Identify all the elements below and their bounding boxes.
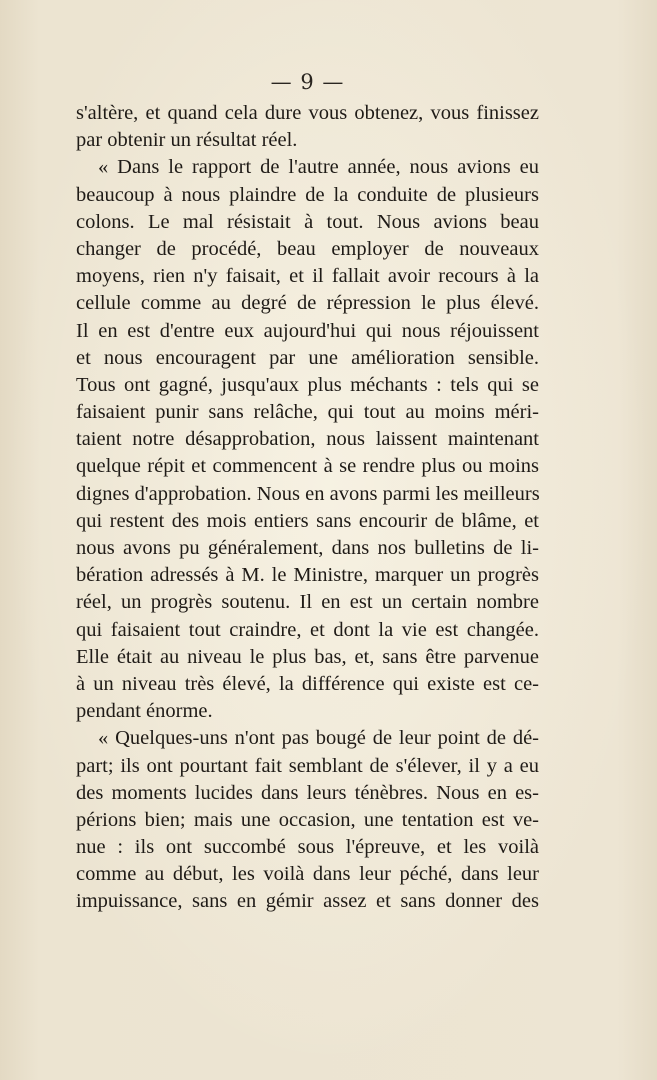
text-line: des moments lucides dans leurs ténèbres. Nous en es- <box>76 781 539 804</box>
text-line: et nous encouragent par une amélioration sensible. <box>76 346 539 369</box>
text-line: taient notre désapprobation, nous laissent maintenant <box>76 428 539 451</box>
text-line: Il en est d'entre eux aujourd'hui qui nous réjouissent <box>76 319 539 342</box>
text-line: pendant énorme. <box>76 700 213 723</box>
text-line: périons bien; mais une occasion, une tentation est ve- <box>76 808 539 831</box>
text-line: s'altère, et quand cela dure vous obtenez, vous finissez <box>76 102 539 124</box>
text-line: nous avons pu généralement, dans nos bulletins de li- <box>76 537 539 559</box>
text-line: à un niveau très élevé, la différence qui existe est ce- <box>76 672 539 695</box>
text-line: changer de procédé, beau employer de nouveaux <box>76 237 539 260</box>
text-line: qui restent des mois entiers sans encourir de blâme, et <box>76 509 539 532</box>
text-line: cellule comme au degré de répression le plus élevé. <box>76 292 539 315</box>
text-line: colons. Le mal résistait à tout. Nous avions beau <box>76 210 539 233</box>
text-line: moyens, rien n'y faisait, et il fallait avoir recours à la <box>76 265 539 288</box>
body-text <box>76 100 539 916</box>
text-line: dignes d'approbation. Nous en avons parmi les meilleurs <box>76 482 540 505</box>
text-line: réel, un progrès soutenu. Il en est un certain nombre <box>76 591 539 614</box>
text-line: « Dans le rapport de l'autre année, nous avions eu <box>98 156 539 179</box>
text-line: part; ils ont pourtant fait semblant de s'élever, il y a eu <box>76 754 539 777</box>
text-line: faisaient punir sans relâche, qui tout au moins méri- <box>76 401 539 424</box>
text-line: bération adressés à M. le Ministre, marquer un progrès <box>76 564 539 587</box>
text-line: impuissance, sans en gémir assez et sans donner des <box>76 890 539 913</box>
text-line: Elle était au niveau le plus bas, et, sans être parvenue <box>76 645 539 668</box>
text-line: beaucoup à nous plaindre de la conduite de plusieurs <box>76 183 539 206</box>
text-line: quelque répit et commencent à se rendre plus ou moins <box>76 455 539 478</box>
text-line: qui faisaient tout craindre, et dont la vie est changée. <box>76 618 539 641</box>
text-line: par obtenir un résultat réel. <box>76 129 298 152</box>
text-line: comme au début, les voilà dans leur péché, dans leur <box>76 863 539 886</box>
text-line: « Quelques-uns n'ont pas bougé de leur point de dé- <box>98 727 539 750</box>
text-line: nue : ils ont succombé sous l'épreuve, et les voilà <box>76 836 539 859</box>
page-number: — 9 — <box>270 70 345 94</box>
text-line: Tous ont gagné, jusqu'aux plus méchants : tels qui se <box>76 373 539 396</box>
